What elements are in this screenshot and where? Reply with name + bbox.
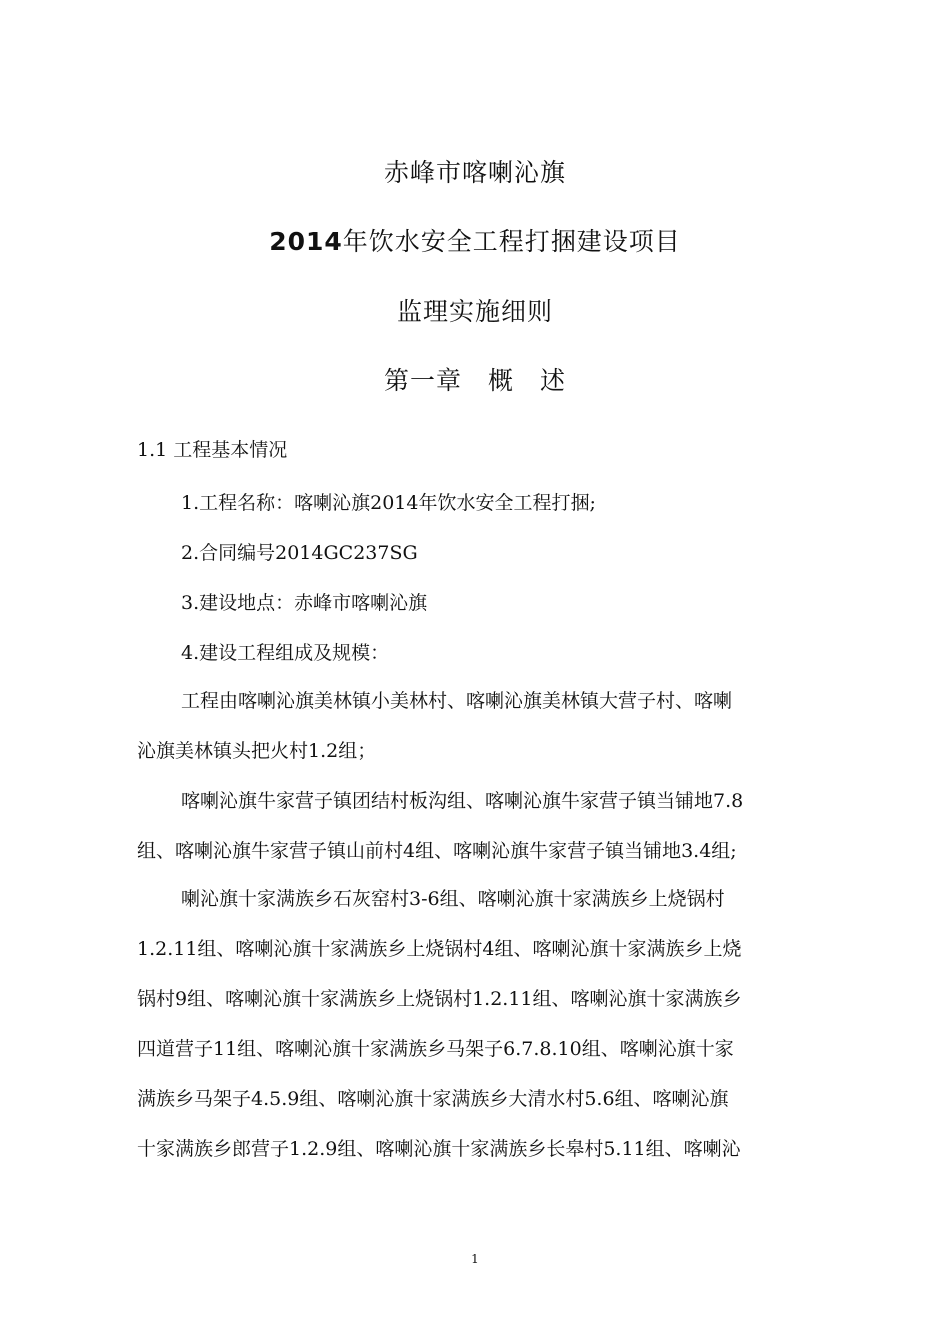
chapter-heading: 第一章 概 述 [383,366,566,395]
paragraph-line: 1.2.11组、喀喇沁旗十家满族乡上烧锅村4组、喀喇沁旗十家满族乡上烧 [137,938,742,960]
paragraph-line: 满族乡马架子4.5.9组、喀喇沁旗十家满族乡大清水村5.6组、喀喇沁旗 [137,1088,729,1110]
list-item: 2.合同编号2014GC237SG [181,542,418,564]
paragraph-line: 喀喇沁旗牛家营子镇团结村板沟组、喀喇沁旗牛家营子镇当铺地7.8 [181,790,744,812]
paragraph-line: 锅村9组、喀喇沁旗十家满族乡上烧锅村1.2.11组、喀喇沁旗十家满族乡 [137,988,742,1010]
title-year: 2014 [269,227,343,256]
paragraph-line: 组、喀喇沁旗牛家营子镇山前村4组、喀喇沁旗牛家营子镇当铺地3.4组; [137,840,737,862]
section-heading: 1.1 工程基本情况 [137,439,288,461]
paragraph-line: 十家满族乡郎营子1.2.9组、喀喇沁旗十家满族乡长皋村5.11组、喀喇沁 [137,1138,741,1160]
document-title-line-3: 监理实施细则 [396,297,553,326]
list-item: 1.工程名称：喀喇沁旗2014年饮水安全工程打捆; [181,492,596,514]
document-title-line-2 [0,222,950,258]
title-project-name: 年饮水安全工程打捆建设项目 [342,227,681,256]
paragraph-line: 四道营子11组、喀喇沁旗十家满族乡马架子6.7.8.10组、喀喇沁旗十家 [137,1038,734,1060]
page-number: 1 [471,1252,479,1266]
paragraph-line: 工程由喀喇沁旗美林镇小美林村、喀喇沁旗美林镇大营子村、喀喇 [181,690,733,712]
document-title-line-1: 赤峰市喀喇沁旗 [383,158,566,187]
list-item: 3.建设地点：赤峰市喀喇沁旗 [181,592,428,614]
paragraph-line: 沁旗美林镇头把火村1.2组； [137,740,377,762]
list-item: 4.建设工程组成及规模： [181,642,390,664]
paragraph-line: 喇沁旗十家满族乡石灰窑村3-6组、喀喇沁旗十家满族乡上烧锅村 [181,888,725,910]
